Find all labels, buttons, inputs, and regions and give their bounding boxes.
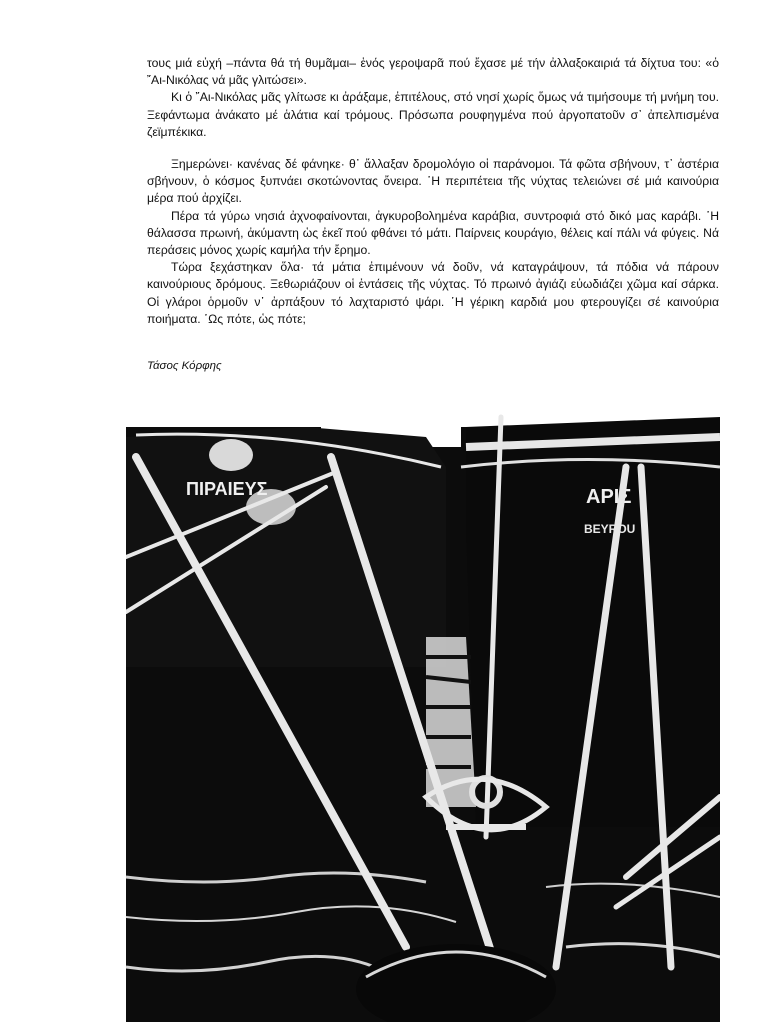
right-ship-name: ΑΡΙΣ — [586, 486, 632, 508]
paragraph-1: τους μιά εὐχή –πάντα θά τή θυμᾶμαι– ἑνός γεροψαρᾶ πού ἔχασε μέ τήν ἀλλαξοκαιριά τά δίχτυα του: «ὁ ῎Αι-Νικόλας νά μᾶς γλιτώσει». — [147, 56, 719, 88]
author-signature: Τάσος Κόρφης — [147, 360, 222, 372]
right-ship-port: BEYROU — [584, 522, 636, 536]
paragraph-2: Κι ὁ ῎Αι-Νικόλας μᾶς γλίτωσε κι ἀράξαμε, ἐπιτέλους, στό νησί χωρίς ὅμως νά τιμήσουμε τή μνήμη του. Ξεφάντωμα ἀνάκατο μέ ἁλάτια καί τρόμους. Πρόσωπα ρουφηγμένα πού ἀργοπατοῦν σ᾽ ἀπελπισμένα ζεϊμπέκικα. — [147, 90, 719, 139]
article-text — [147, 55, 719, 328]
paragraph-4: Πέρα τά γύρω νησιά ἀχνοφαίνονται, ἀγκυροβολημένα καράβια, συντροφιά στό δικό μας καράβι. ῾Η θάλασσα πρωινή, ἀκύμαντη ὡς ἐκεῖ πού φθάνει τό μάτι. Παίρνεις κουράγιο, θέλεις καί πάλι νά φύγεις. Νά περάσεις μόνος χωρίς καμήλα τήν ἔρημο. — [147, 208, 719, 258]
left-ship-name: ΠΙΡΑΙΕΥΣ — [186, 479, 268, 499]
harbor-photo-graphic — [126, 407, 720, 1022]
left-ship-hull — [126, 427, 446, 667]
paragraph-5: Τώρα ξεχάστηκαν ὅλα· τά μάτια ἐπιμένουν νά δοῦν, νά καταγράψουν, τά πόδια νά πάρουν καινούριους δρόμους. Ξεθωριάζουν οἱ ἐντάσεις τῆς νύχτας. Τό πρωινό ἀγιάζι εὐωδιάζει χῶμα καί σάρκα. Οἱ γλάροι ὁρμοῦν ν᾽ ἀρπάξουν τό λαχταριστό ψάρι. ῾Η γέρικη καρδιά μου φτερουγίζει σέ καινούρια ποιήματα. ῾Ως πότε, ὡς πότε; — [147, 260, 719, 326]
paragraph-spacer — [147, 141, 719, 156]
right-ship-hull — [466, 417, 720, 827]
paragraph-3: Ξημερώνει· κανένας δέ φάνηκε· θ᾽ ἄλλαξαν δρομολόγιο οἱ παράνομοι. Τά φῶτα σβήνουν, τ᾽ ἀστέρια σβήνουν, ὁ κόσμος ξυπνάει σκοτώνοντας ὄνειρα. ῾Η περιπέτεια τῆς νύχτας τελειώνει σέ μιά καινούρια μέρα πού ἀρχίζει. — [147, 157, 719, 206]
harbor-photo — [126, 407, 720, 1022]
